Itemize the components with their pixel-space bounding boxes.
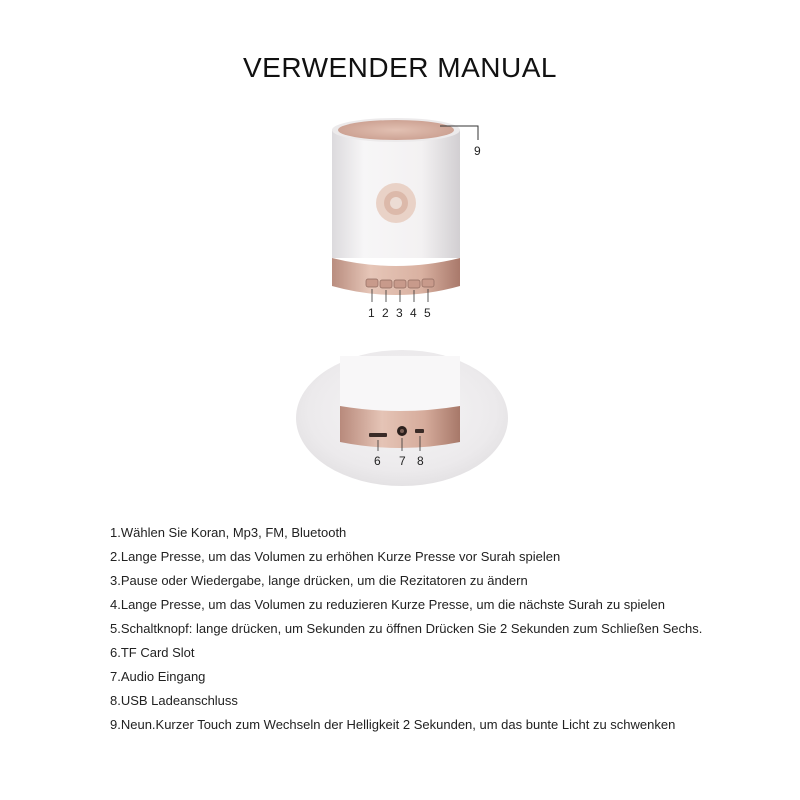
instruction-item: 8.USB Ladeanschluss: [110, 693, 238, 708]
callout-9: 9: [474, 144, 481, 158]
callout-3: 3: [396, 306, 403, 320]
instruction-item: 5.Schaltknopf: lange drücken, um Sekunden zu öffnen Drücken Sie 2 Sekunden zum Schließen Sechs.: [110, 621, 703, 636]
instruction-list: [110, 524, 702, 740]
callout-2: 2: [382, 306, 389, 320]
tf-card-slot-icon: [369, 433, 387, 437]
page-title: VERWENDER MANUAL: [243, 52, 557, 83]
instruction-item: 4.Lange Presse, um das Volumen zu reduzieren Kurze Presse, um die nächste Surah zu spielen: [110, 597, 665, 612]
usb-port-icon: [415, 429, 424, 433]
lamp-ports-figure: [295, 350, 510, 490]
callout-6: 6: [374, 454, 381, 468]
instruction-item: 3.Pause oder Wiedergabe, lange drücken, um die Rezitatoren zu ändern: [110, 573, 528, 588]
callout-8: 8: [417, 454, 424, 468]
callout-1: 1: [368, 306, 375, 320]
callout-4: 4: [410, 306, 417, 320]
instruction-item: 2.Lange Presse, um das Volumen zu erhöhen Kurze Presse vor Surah spielen: [110, 549, 561, 564]
instruction-item: 6.TF Card Slot: [110, 645, 195, 660]
lamp-front-figure: [300, 108, 500, 328]
instruction-item: 1.Wählen Sie Koran, Mp3, FM, Bluetooth: [110, 525, 347, 540]
callout-5: 5: [424, 306, 431, 320]
control-buttons: [366, 279, 434, 288]
instruction-item: 9.Neun.Kurzer Touch zum Wechseln der Helligkeit 2 Sekunden, um das bunte Licht zu schwenken: [110, 717, 676, 732]
callout-7: 7: [399, 454, 406, 468]
instruction-item: 7.Audio Eingang: [110, 669, 206, 684]
lamp-front-illustration: [300, 108, 500, 328]
touch-top-area: [338, 120, 454, 140]
lamp-ports-illustration: [295, 350, 510, 490]
